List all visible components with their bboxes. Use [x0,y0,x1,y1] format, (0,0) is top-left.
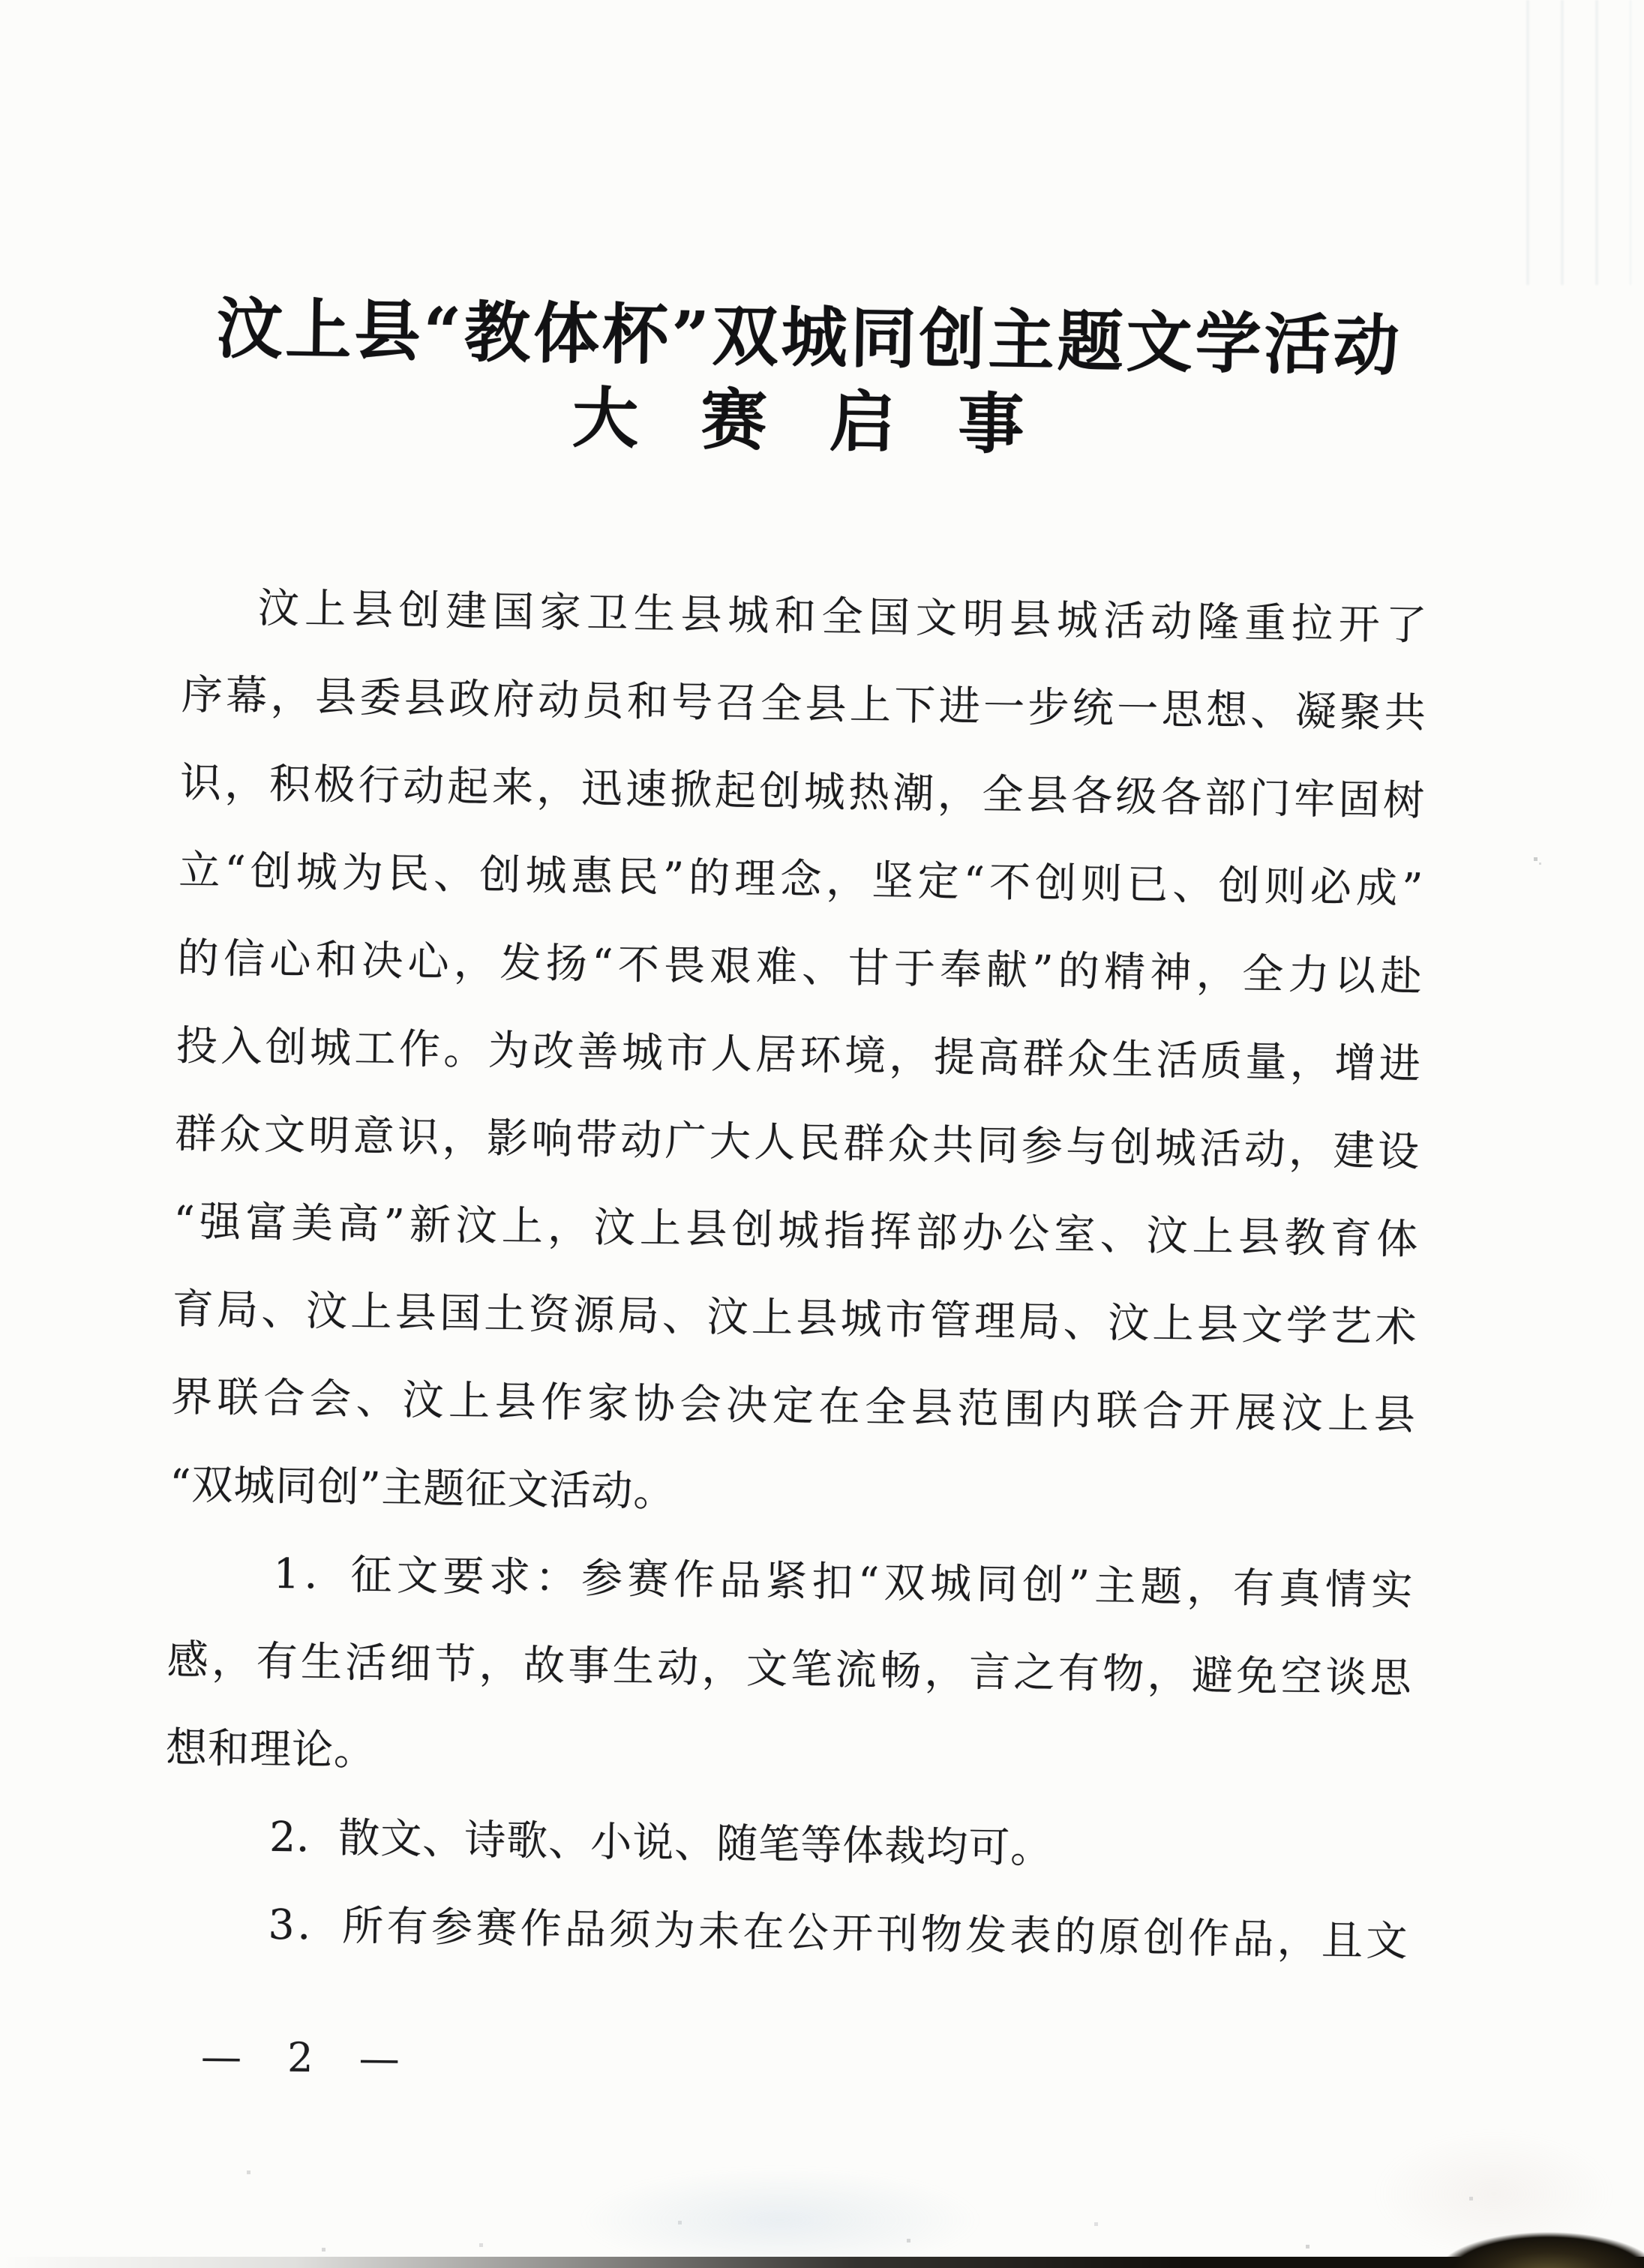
scan-specks [0,0,2,2]
body-line: 汶上县创建国家卫生县城和全国文明县城活动隆重拉开了 [257,584,1428,650]
body-line: 3．所有参赛作品须为未在公开刊物发表的原创作品，且文 [268,1900,1408,1966]
body-line: 育局、汶上县国土资源局、汶上县城市管理局、汶上县文学艺术 [172,1284,1418,1352]
body-line: 2．散文、诗歌、小说、随笔等体裁均可。 [268,1812,1053,1873]
body-line: 感，有生活细节，故事生动，文笔流畅，言之有物，避免空谈思 [166,1635,1413,1702]
scan-corner-shadow [1420,2226,1644,2268]
body-line: 界联合会、汶上县作家协会决定在全县范围内联合开展汶上县 [170,1372,1417,1439]
body-line: 1．征文要求：参赛作品紧扣“双城同创”主题，有真情实 [273,1549,1414,1615]
body-line: “双城同创”主题征文活动。 [169,1460,676,1516]
scan-haze-bottom [578,2168,982,2268]
body-line: “强富美高”新汶上，汶上县创城指挥部办公室、汶上县教育体 [173,1196,1419,1264]
body-line: 群众文明意识，影响带动广大人民群众共同参与创城活动，建设 [174,1108,1420,1176]
scan-bottom-edge [0,2257,1644,2268]
page-number: — 2 — [200,2032,417,2083]
document-title-line1: 汶上县“教体杯”双城同创主题文学活动 [215,289,1403,386]
body-line: 的信心和决心，发扬“不畏艰难、甘于奉献”的精神，全力以赴 [177,933,1424,1000]
body-text [163,563,1429,1985]
document-content [163,286,1432,1985]
body-line: 想和理论。 [165,1723,376,1774]
body-line: 立“创城为民、创城惠民”的理念，坚定“不创则已、创则必成” [178,845,1424,913]
document-title-line2: 大 赛 启 事 [572,378,1045,464]
body-line: 识，积极行动起来，迅速掀起创城热潮，全县各级各部门牢固树 [179,758,1426,825]
body-line: 序幕，县委县政府动员和号召全县上下进一步统一思想、凝聚共 [181,670,1427,737]
scan-streaks-top-right [1511,0,1631,285]
body-line: 投入创城工作。为改善城市人居环境，提高群众生活质量，增进 [176,1021,1422,1088]
